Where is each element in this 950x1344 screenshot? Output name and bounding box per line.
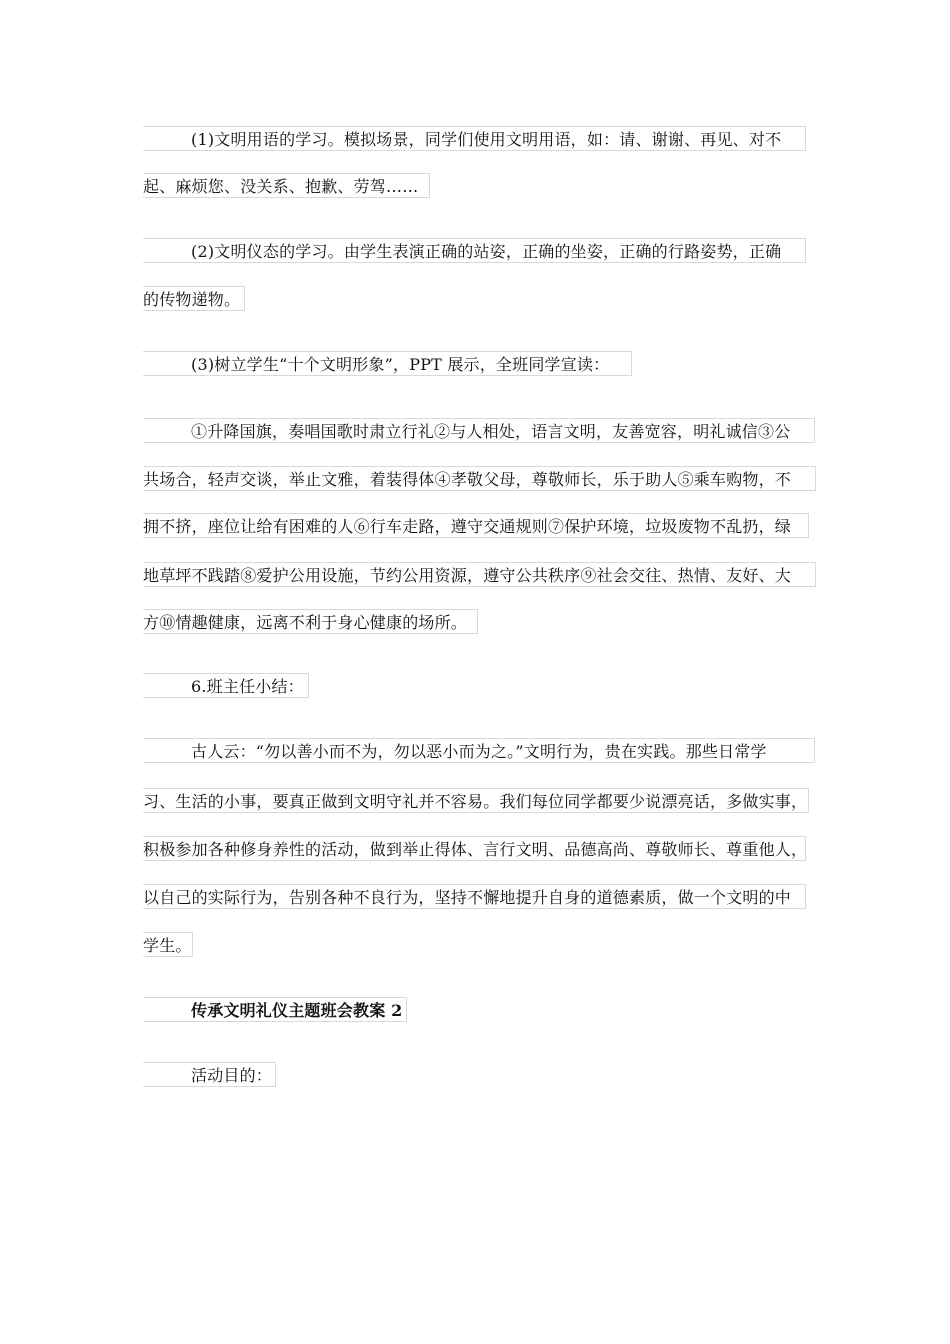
paragraph-line: 地草坪不践踏⑧爱护公用设施，节约公用资源，遵守公共秩序⑨社会交往、热情、友好、大: [143, 562, 816, 587]
paragraph-line: 6.班主任小结：: [143, 673, 309, 698]
paragraph-line: 拥不挤，座位让给有困难的人⑥行车走路，遵守交通规则⑦保护环境，垃圾废物不乱扔，绿: [143, 513, 809, 538]
paragraph-line: 学生。: [143, 932, 193, 957]
paragraph-line: 活动目的：: [143, 1062, 276, 1087]
section-heading: 传承文明礼仪主题班会教案 2: [143, 997, 407, 1022]
paragraph-line: 习、生活的小事，要真正做到文明守礼并不容易。我们每位同学都要少说漂亮话，多做实事，: [143, 788, 809, 813]
paragraph-line: 的传物递物。: [143, 286, 245, 311]
paragraph-line: 以自己的实际行为，告别各种不良行为，坚持不懈地提升自身的道德素质，做一个文明的中: [143, 884, 806, 909]
paragraph-line: (2)文明仪态的学习。由学生表演正确的站姿，正确的坐姿，正确的行路姿势，正确: [143, 238, 806, 263]
paragraph-line: (3)树立学生“十个文明形象”，PPT 展示，全班同学宣读：: [143, 351, 632, 376]
paragraph-line: 方⑩情趣健康，远离不利于身心健康的场所。: [143, 609, 478, 634]
paragraph-line: 共场合，轻声交谈，举止文雅，着装得体④孝敬父母，尊敬师长，乐于助人⑤乘车购物，不: [143, 466, 816, 491]
paragraph-line: 古人云：“勿以善小而不为，勿以恶小而为之。”文明行为，贵在实践。那些日常学: [143, 738, 815, 763]
paragraph-line: (1)文明用语的学习。模拟场景，同学们使用文明用语，如：请、谢谢、再见、对不: [143, 126, 806, 151]
paragraph-line: 起、麻烦您、没关系、抱歉、劳驾……: [143, 173, 430, 198]
paragraph-line: ①升降国旗，奏唱国歌时肃立行礼②与人相处，语言文明，友善宽容，明礼诚信③公: [143, 418, 815, 443]
paragraph-line: 积极参加各种修身养性的活动，做到举止得体、言行文明、品德高尚、尊敬师长、尊重他人，: [143, 836, 806, 861]
